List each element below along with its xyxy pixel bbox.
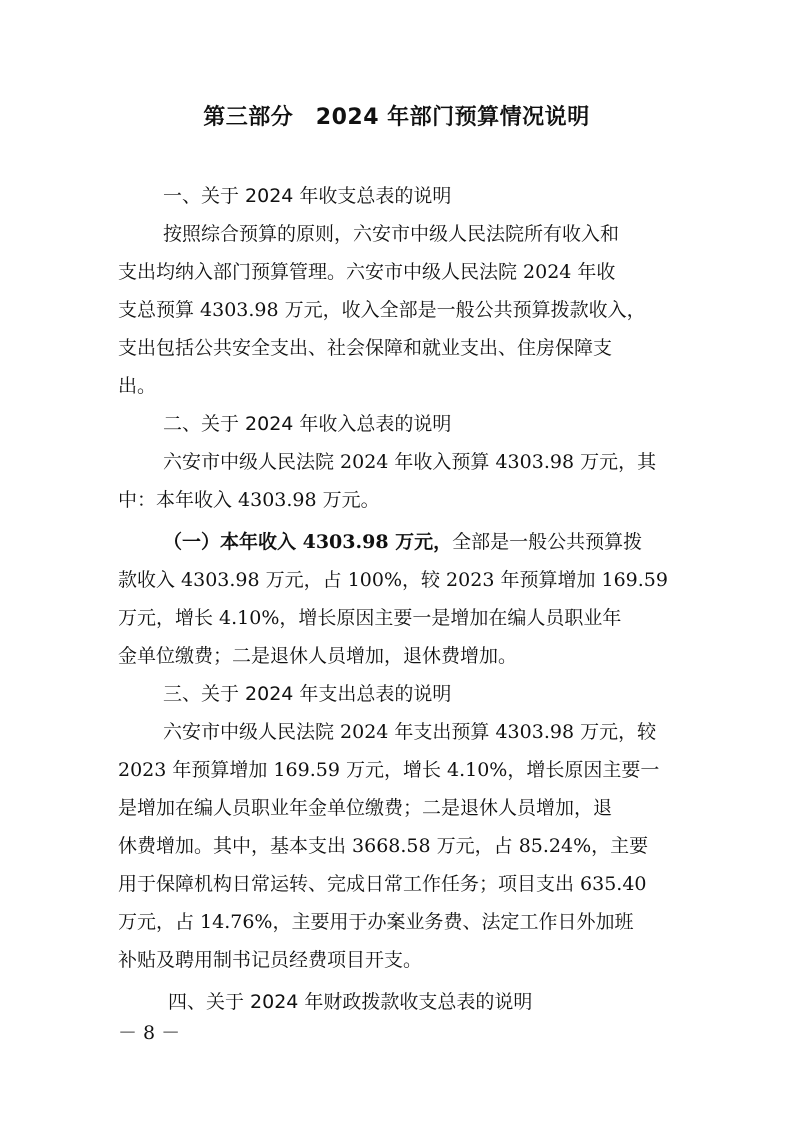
paragraph-line: 万元，增长 4.10%，增长原因主要一是增加在编人员职业年 xyxy=(118,607,622,629)
paragraph-line: 支出包括公共安全支出、社会保障和就业支出、住房保障支 xyxy=(118,337,613,359)
document-body xyxy=(118,177,680,1021)
subsection-lead-rest: 全部是一般公共预算拨 xyxy=(452,531,643,553)
paragraph-line: 万元，占 14.76%，主要用于办案业务费、法定工作日外加班 xyxy=(118,911,634,933)
page-title: 第三部分 2024 年部门预算情况说明 xyxy=(203,105,590,130)
section-heading-1: 一、关于 2024 年收支总表的说明 xyxy=(163,185,452,207)
paragraph-line: 中：本年收入 4303.98 万元。 xyxy=(118,489,380,511)
paragraph-line: 出。 xyxy=(118,375,157,397)
paragraph-line: 用于保障机构日常运转、完成日常工作任务；项目支出 635.40 xyxy=(118,873,647,895)
page-number: － 8 － xyxy=(118,1022,181,1044)
paragraph-line: 补贴及聘用制书记员经费项目开支。 xyxy=(118,949,423,971)
paragraph-line: 2023 年预算增加 169.59 万元，增长 4.10%，增长原因主要一 xyxy=(118,759,660,781)
paragraph-line: 休费增加。其中，基本支出 3668.58 万元，占 85.24%，主要 xyxy=(118,835,649,857)
paragraph-line: 六安市中级人民法院 2024 年支出预算 4303.98 万元，较 xyxy=(163,721,657,743)
paragraph-line: 支总预算 4303.98 万元，收入全部是一般公共预算拨款收入， xyxy=(118,299,646,321)
paragraph-line: 是增加在编人员职业年金单位缴费；二是退休人员增加，退 xyxy=(118,797,613,819)
paragraph-line: 按照综合预算的原则，六安市中级人民法院所有收入和 xyxy=(163,223,620,245)
paragraph-line: 金单位缴费；二是退休人员增加，退休费增加。 xyxy=(118,645,518,667)
section-heading-2: 二、关于 2024 年收入总表的说明 xyxy=(163,413,452,435)
paragraph-line: 款收入 4303.98 万元，占 100%，较 2023 年预算增加 169.59 xyxy=(118,569,668,591)
subsection-lead: （一）本年收入 4303.98 万元， xyxy=(163,531,453,553)
section-heading-3: 三、关于 2024 年支出总表的说明 xyxy=(163,683,452,705)
paragraph-line: 六安市中级人民法院 2024 年收入预算 4303.98 万元，其 xyxy=(163,451,657,473)
paragraph-line: 支出均纳入部门预算管理。六安市中级人民法院 2024 年收 xyxy=(118,261,616,283)
subsection-first-line xyxy=(118,523,680,561)
section-heading-4: 四、关于 2024 年财政拨款收支总表的说明 xyxy=(168,991,533,1013)
